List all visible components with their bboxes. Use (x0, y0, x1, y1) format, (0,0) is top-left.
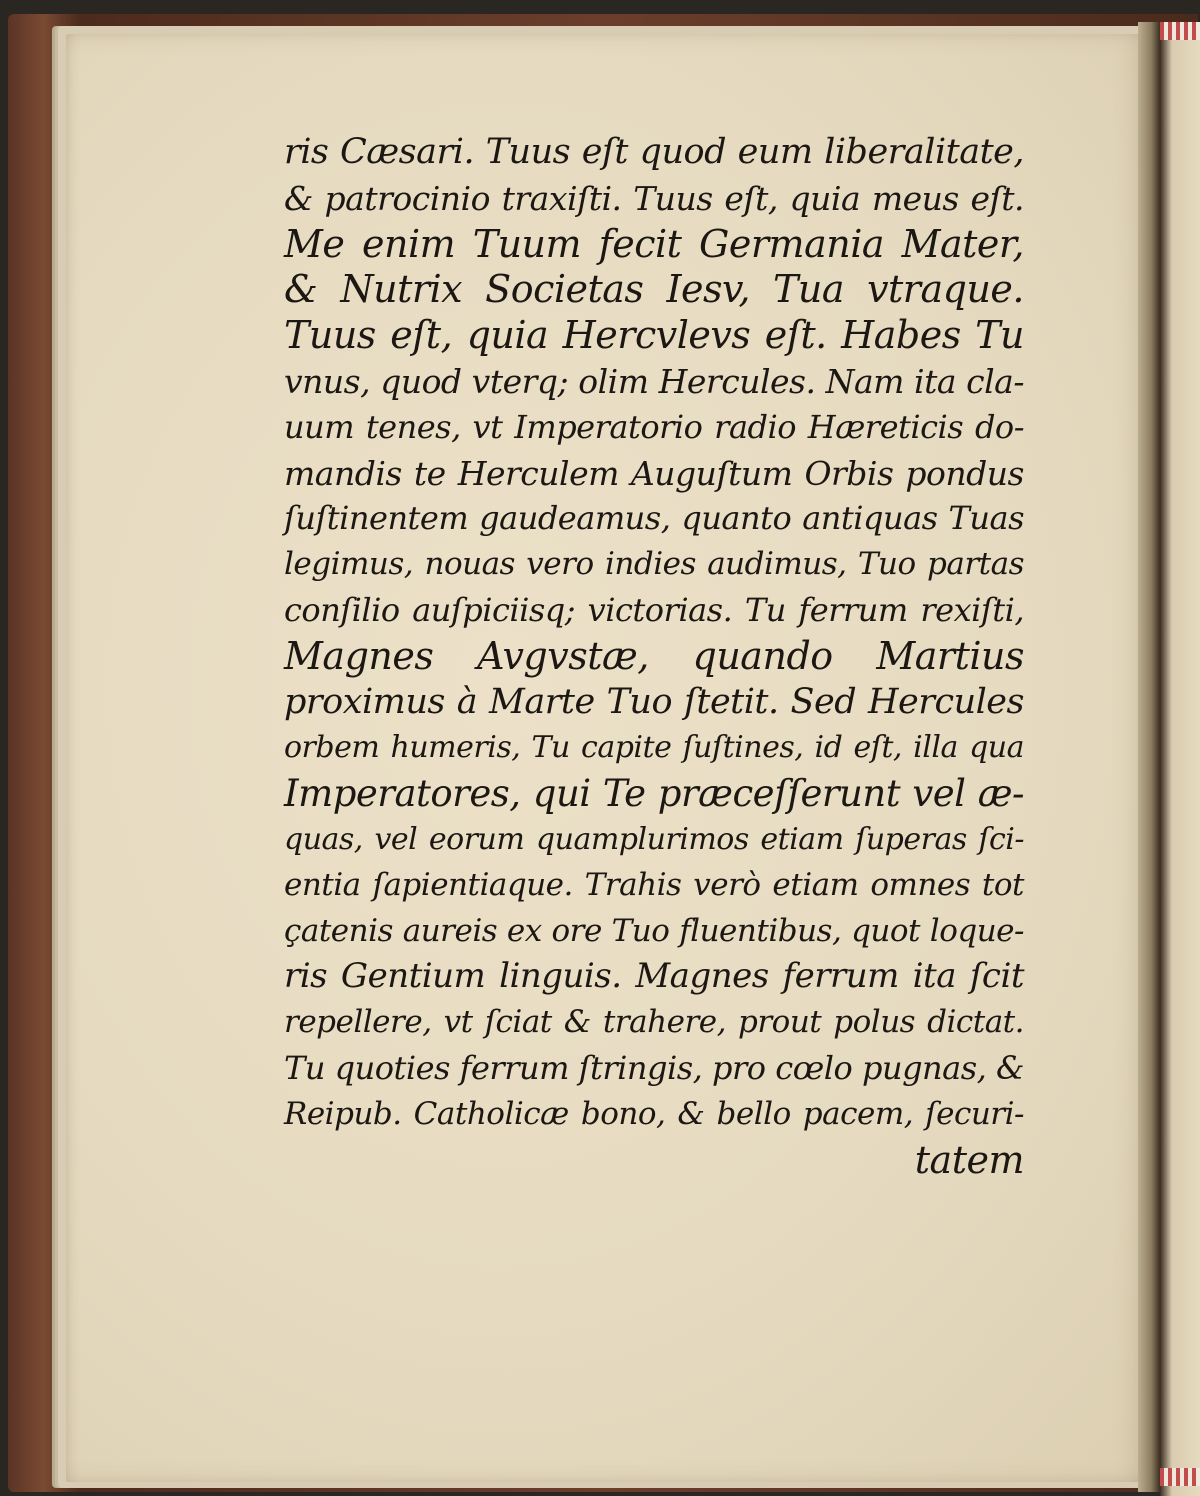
text-line: Reipub. Catholicæ bono, & bello pacem, ſecuri- (284, 1095, 1024, 1132)
text-line: Imperatores, qui Te præceſſerunt vel æ- (284, 772, 1024, 816)
text-line: legimus, nouas vero indies audimus, Tuo partas (284, 546, 1024, 583)
text-line: ris Gentium linguis. Magnes ferrum ita ſcit (284, 956, 1024, 997)
headband-top (1160, 22, 1200, 40)
page-text (284, 130, 1024, 1320)
text-line: uum tenes, vt Imperatorio radio Hæreticis do- (284, 407, 1024, 446)
text-line: Magnes Avgvstæ, quando Martius (284, 633, 1024, 678)
text-line: orbem humeris, Tu capite ſuſtines, id eſt, illa qua (284, 730, 1024, 766)
text-line: Tu quoties ferrum ſtringis, pro cœlo pugnas, & (284, 1048, 1024, 1087)
text-line: ris Cæsari. Tuus eſt quod eum liberalitate, (284, 132, 1024, 172)
binding-gutter (1138, 22, 1160, 1492)
text-line: proximus à Marte Tuo ſtetit. Sed Hercules (284, 681, 1024, 722)
text-line: vnus, quod vterq; olim Hercules. Nam ita cla- (284, 361, 1024, 401)
facing-page-edge (1160, 30, 1200, 1496)
text-line: çatenis aureis ex ore Tuo fluentibus, quot loque- (284, 912, 1024, 949)
text-line: mandis te Herculem Auguſtum Orbis pondus (284, 453, 1024, 493)
text-line: ſuſtinentem gaudeamus, quanto antiquas Tuas (284, 499, 1024, 538)
text-line: Tuus eſt, quia Hercvlevs eſt. Habes Tu (284, 313, 1024, 358)
text-line: Me enim Tuum fecit Germania Mater, (284, 221, 1024, 266)
text-line: entia ſapientiaque. Trahis verò etiam omnes tot (284, 866, 1024, 903)
text-line: conſilio auſpiciisq; victorias. Tu ferrum rexiſti, (284, 590, 1024, 629)
text-line: & Nutrix Societas Iesv, Tua vtraque. (284, 267, 1024, 312)
catchword: tatem (914, 1137, 1024, 1182)
headband-bottom (1160, 1468, 1200, 1486)
text-line: & patrocinio traxiſti. Tuus eſt, quia meus eſt. (284, 178, 1024, 218)
text-line: repellere, vt ſciat & trahere, prout polus dictat. (284, 1004, 1024, 1041)
text-line: quas, vel eorum quamplurimos etiam ſuperas ſci- (284, 821, 1024, 857)
